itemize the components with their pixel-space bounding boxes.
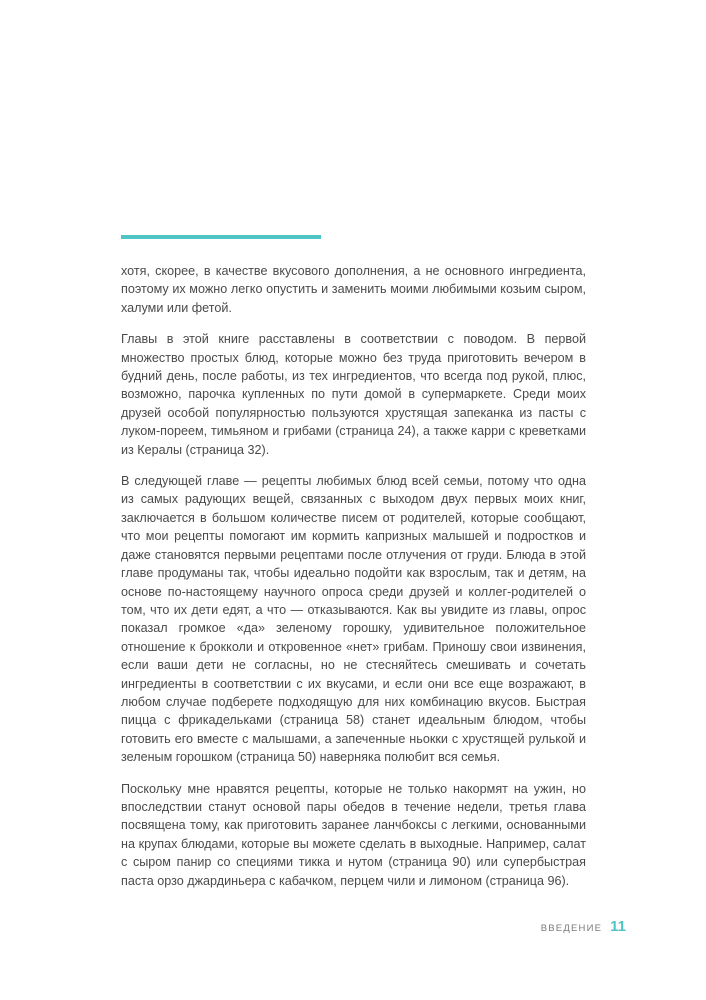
- section-label: ВВЕДЕНИЕ: [540, 923, 603, 934]
- paragraph-2: Главы в этой книге расставлены в соответствии с поводом. В первой множество простых блюд, которые можно без труда приготовить вечером в будний день, после работы, из тех ингредиентов, что всегда под рукой, плюс, возможно, парочка купленных по пути домой в супермаркете. Среди моих друзей особой популярностью пользуются хрустящая запеканка из пасты с луком-пореем, тимьяном и грибами (страница 24), а также карри с креветками из Кералы (страница 32).: [121, 332, 586, 457]
- paragraph-3: В следующей главе — рецепты любимых блюд всей семьи, потому что одна из самых радующих вещей, связанных с выходом двух первых моих книг, заключается в большом количестве писем от родителей, которые сообщают, что мои рецепты помогают им кормить капризных малышей и подростков и даже становятся первыми рецептами после отлучения от груди. Блюда в этой главе продуманы так, чтобы идеально подойти как взрослым, так и детям, на основе по-настоящему научного опроса среди друзей и коллег-родителей о том, что их дети едят, а что — отказываются. Как вы увидите из главы, опрос показал громкое «да» зеленому горошку, удивительное положительное отношение к брокколи и откровенное «нет» грибам. Приношу свои извинения, если ваши дети не согласны, но не стесняйтесь смешивать и сочетать ингредиенты в соответствии с их вкусами, и если они все еще возражают, в любом случае подберете подходящую для них комбинацию вкусов. Быстрая пицца с фрикадельками (страница 58) станет идеальным блюдом, чтобы готовить его вместе с малышами, а запеченные ньокки с хрустящей рулькой и зеленым горошком (страница 50) наверняка полюбит вся семья.: [121, 474, 586, 765]
- accent-rule: [121, 235, 321, 239]
- paragraph-1: хотя, скорее, в качестве вкусового дополнения, а не основного ингредиента, поэтому их можно легко опустить и заменить моими любимыми козьим сыром, халуми или фетой.: [121, 264, 586, 315]
- paragraph-4: Поскольку мне нравятся рецепты, которые не только накормят на ужин, но впоследствии станут основой пары обедов в течение недели, третья глава посвящена тому, как приготовить заранее ланчбоксы с легкими, основанными на крупах блюдами, которые вы можете сделать в выходные. Например, салат с сыром панир со специями тикка и нутом (страница 90) или супербыстрая паста орзо джардиньера с кабачком, перцем чили и лимоном (страница 96).: [121, 781, 586, 888]
- page-number: 11: [610, 918, 626, 935]
- page-footer: [541, 918, 626, 935]
- body-text: [121, 262, 586, 903]
